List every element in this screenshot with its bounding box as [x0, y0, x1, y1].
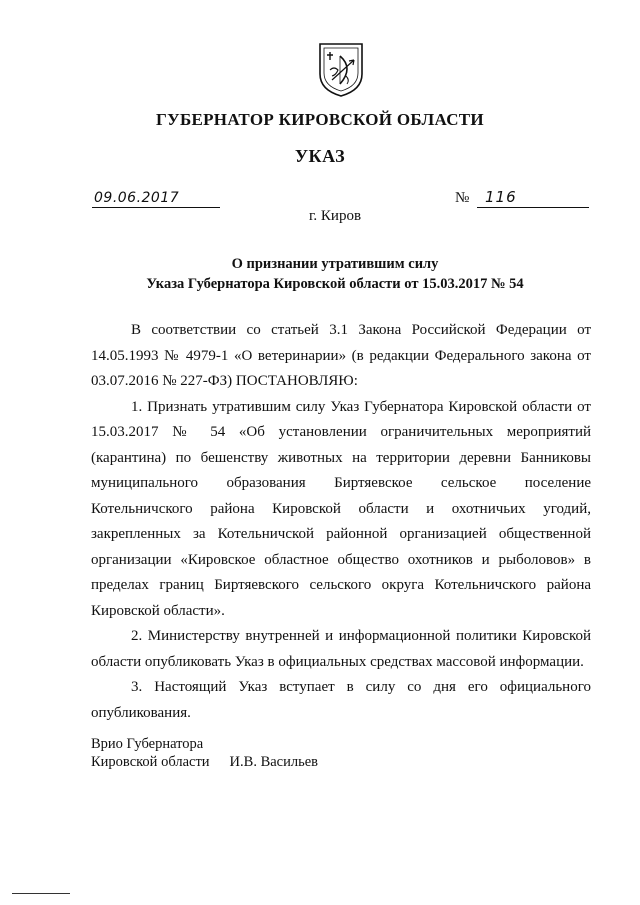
signatory-row: [91, 753, 318, 771]
coat-of-arms-icon: [316, 40, 366, 98]
paragraph-item-1: 1. Признать утратившим силу Указ Губернатора Кировской области от 15.03.2017 № 54 «Об установлении ограничительных мероприятий (карантина) по бешенству животных на территории деревни Банниковы муниципального образования Биртяевское сельское поселение Котельничского района Кировской области и охотничьих угодий, закрепленных за Котельничской районной организацией общественной организации «Кировское областное общество охотников и рыболовов» в пределах границ Биртяевского сельского округа Котельничского района Кировской области».: [91, 398, 591, 619]
document-body: [91, 318, 591, 726]
subject-line-1: О признании утратившим силу: [231, 256, 439, 272]
document-number: 116: [485, 188, 517, 206]
paragraph-preamble: В соответствии со статьей 3.1 Закона Российской Федерации от 14.05.1993 № 4979-1 «О ветеринарии» (в редакции Федерального закона от 03.07.2016 № 227-ФЗ) ПОСТАНОВЛЯЮ:: [91, 322, 591, 389]
document-number-field: [477, 188, 589, 208]
document-date: 09.06.2017: [94, 190, 180, 206]
footer-divider: [12, 893, 70, 894]
issuing-authority: ГУБЕРНАТОР КИРОВСКОЙ ОБЛАСТИ: [156, 110, 484, 129]
number-sign: №: [455, 190, 470, 206]
document-subject: [0, 254, 640, 294]
signatory-name: И.В. Васильев: [229, 754, 318, 770]
signatory-position-line-2: Кировской области: [91, 754, 210, 770]
paragraph-item-2: 2. Министерству внутренней и информационной политики Кировской области опубликовать Указ в официальных средствах массовой информации.: [91, 628, 591, 670]
document-type: УКАЗ: [294, 146, 346, 166]
subject-line-2: Указа Губернатора Кировской области от 15.03.2017 № 54: [146, 276, 524, 292]
issue-place: г. Киров: [308, 208, 362, 224]
signatory-position-line-1: Врио Губернатора: [91, 736, 204, 752]
signature-block: [91, 735, 318, 771]
document-date-field: [92, 188, 220, 208]
paragraph-item-3: 3. Настоящий Указ вступает в силу со дня его официального опубликования.: [91, 679, 591, 721]
